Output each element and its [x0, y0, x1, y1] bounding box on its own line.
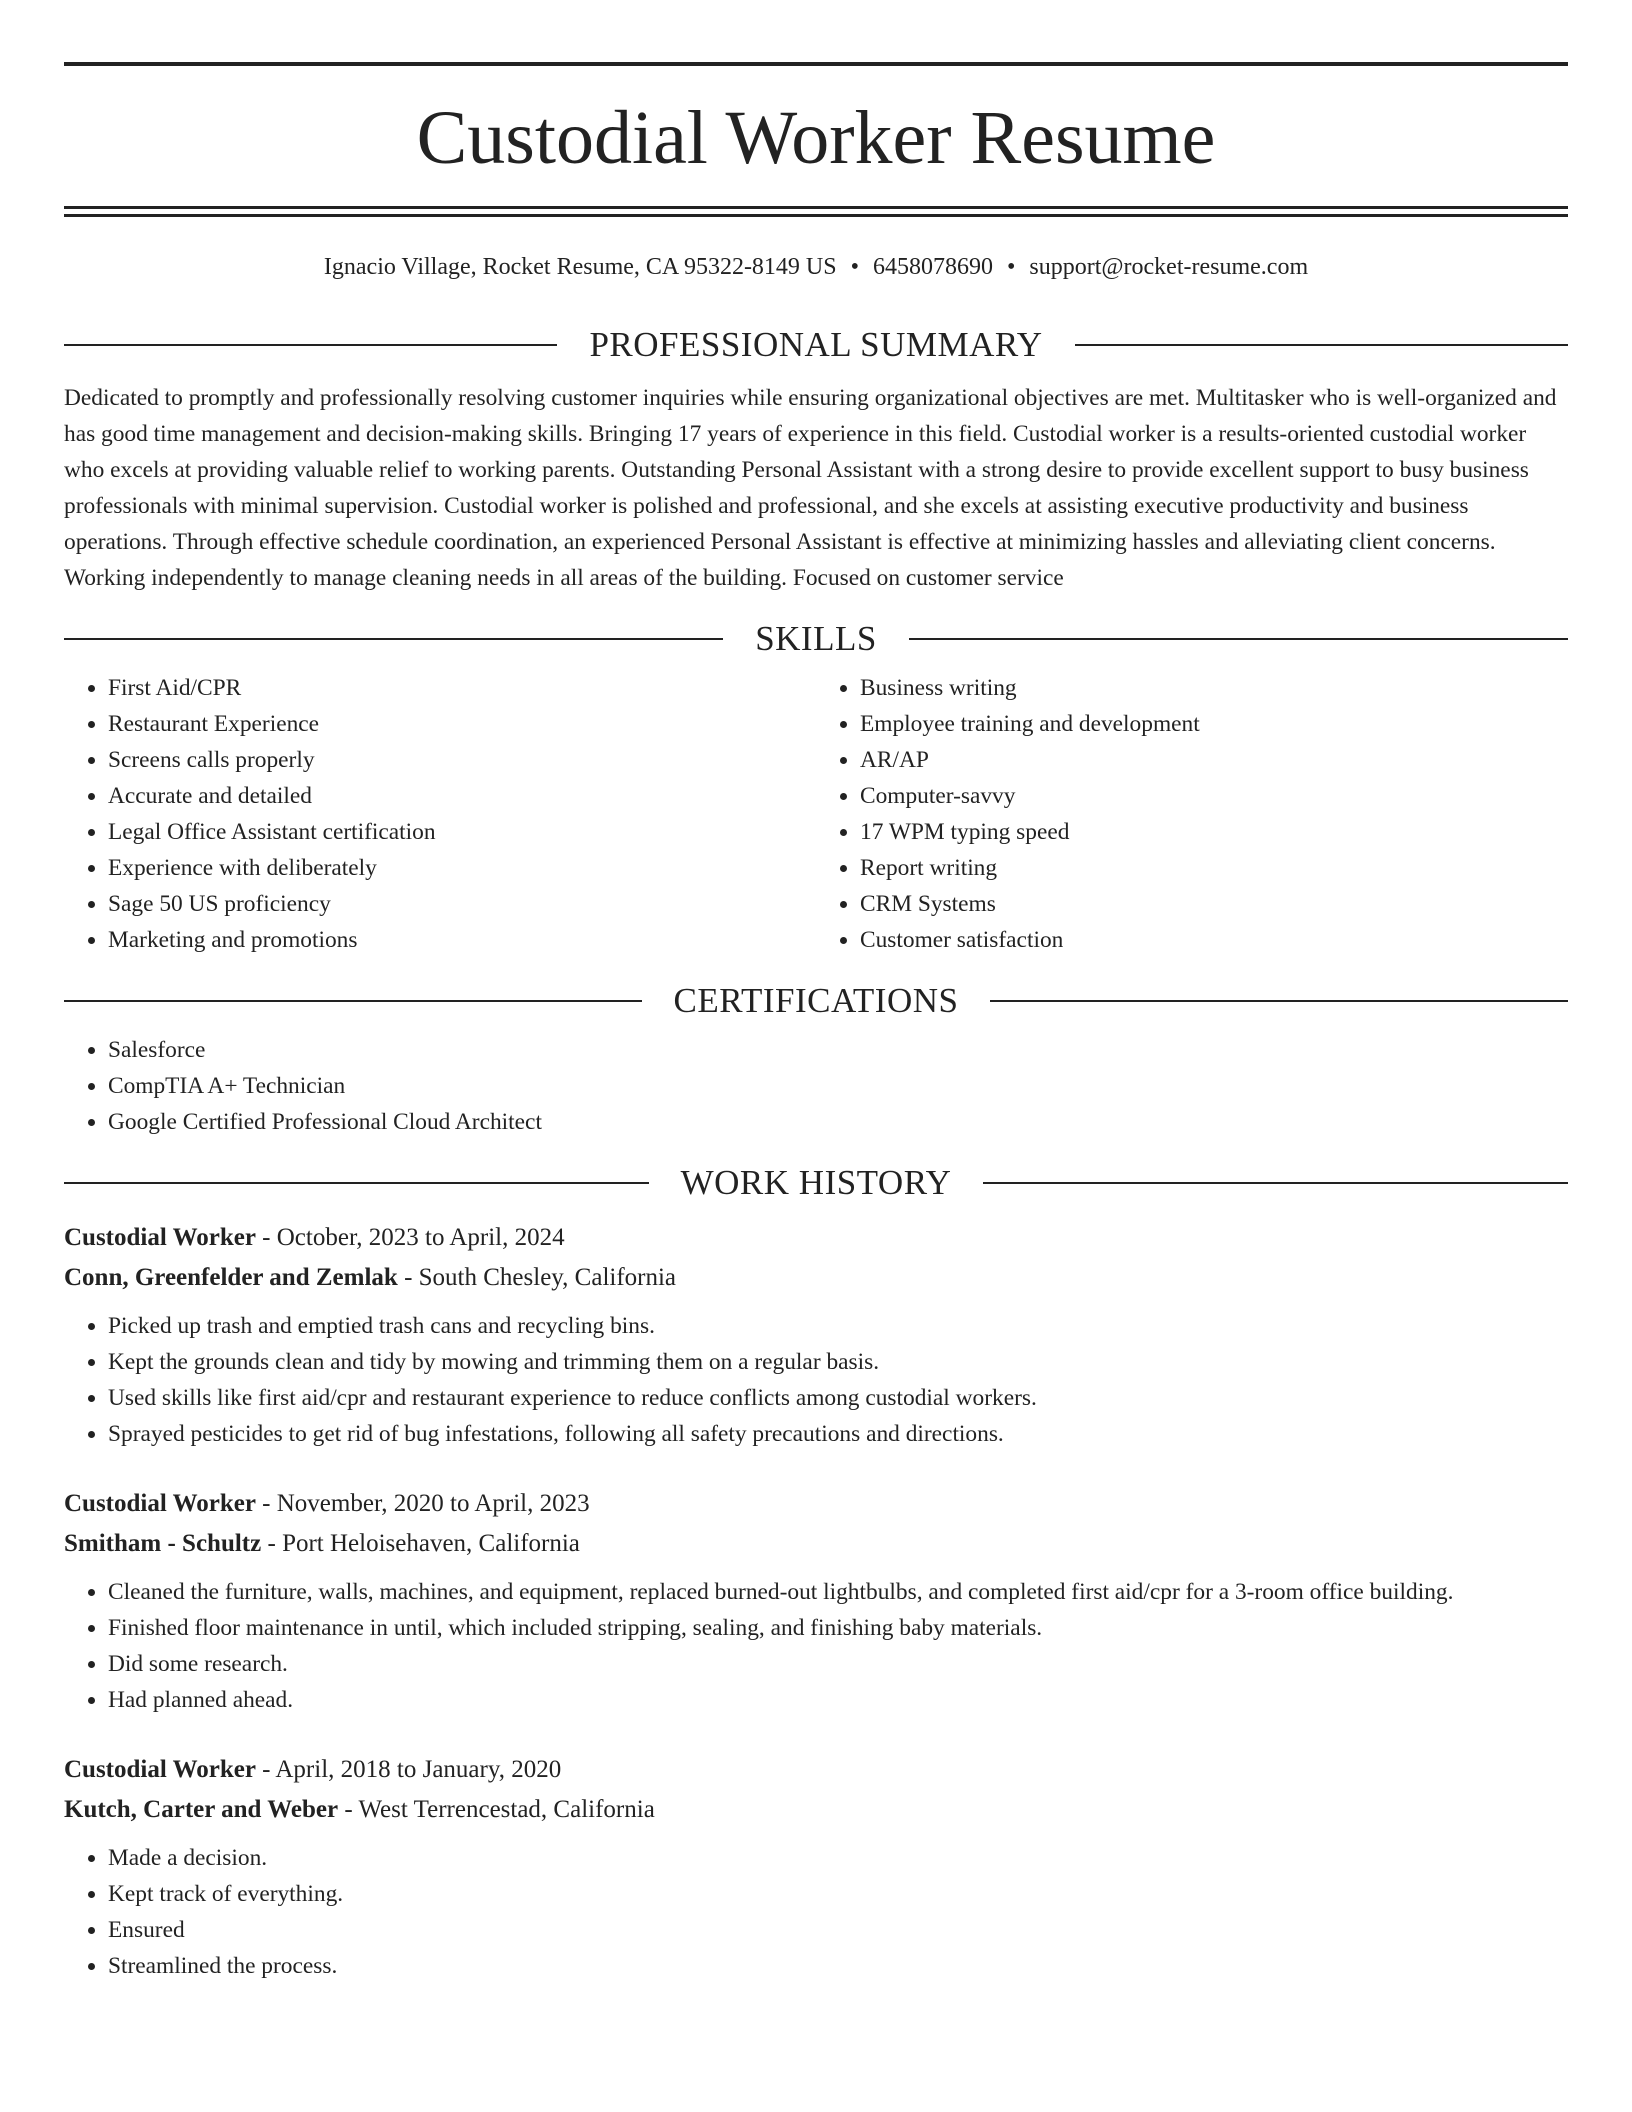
work-heading: WORK HISTORY	[680, 1162, 952, 1202]
contact-email: support@rocket-resume.com	[1029, 254, 1309, 280]
job-bullet: • Kept the grounds clean and tidy by mowing and trimming them on a regular basis.	[108, 1344, 1568, 1380]
job-title-line: Custodial Worker - November, 2020 to April, 2023	[64, 1489, 590, 1517]
resume-title: Custodial Worker Resume	[416, 96, 1216, 180]
contact-address: Ignacio Village, Rocket Resume, CA 95322-8149 US	[323, 254, 837, 280]
job-title: Custodial Worker	[64, 1489, 256, 1517]
resume-page	[64, 0, 1568, 1984]
section-rule	[64, 638, 723, 640]
job-bullets	[64, 1840, 1568, 1984]
certifications-list	[64, 1032, 1568, 1140]
job-company: Kutch, Carter and Weber	[64, 1795, 339, 1823]
section-rule	[909, 638, 1568, 640]
skill-item: • AR/AP	[860, 742, 1568, 778]
job-title: Custodial Worker	[64, 1755, 256, 1783]
summary-heading: PROFESSIONAL SUMMARY	[589, 324, 1043, 364]
job-location: West Terrencestad, California	[358, 1795, 655, 1823]
section-rule	[983, 1182, 1568, 1184]
job-location: South Chesley, California	[418, 1263, 677, 1291]
job-bullet: • Ensured	[108, 1912, 1568, 1948]
work-history	[64, 1218, 1568, 1984]
job-bullet: • Used skills like first aid/cpr and restaurant experience to reduce conflicts among custodial workers.	[108, 1380, 1568, 1416]
job-title-line: Custodial Worker - April, 2018 to January, 2020	[64, 1755, 562, 1783]
certification-item: • CompTIA A+ Technician	[108, 1068, 1568, 1104]
contact-separator: •	[1007, 254, 1016, 280]
job-dates: October, 2023 to April, 2024	[276, 1223, 565, 1251]
contact-line	[64, 253, 1568, 282]
job-bullet: • Cleaned the furniture, walls, machines, and equipment, replaced burned-out lightbulbs, and completed first aid/cpr for a 3-room office building.	[108, 1574, 1568, 1610]
job-bullet: • Kept track of everything.	[108, 1876, 1568, 1912]
skill-item: • Marketing and promotions	[108, 922, 816, 958]
skill-item: • First Aid/CPR	[108, 670, 816, 706]
certification-item: • Salesforce	[108, 1032, 1568, 1068]
skill-item: • Legal Office Assistant certification	[108, 814, 816, 850]
skills-right-list	[816, 670, 1568, 958]
job-company-line: Kutch, Carter and Weber - West Terrencestad, California	[64, 1795, 655, 1823]
certifications-section-header	[64, 980, 1568, 1022]
skill-item: • Business writing	[860, 670, 1568, 706]
job-bullets	[64, 1308, 1568, 1452]
job-bullet: • Finished floor maintenance in until, which included stripping, sealing, and finishing baby materials.	[108, 1610, 1568, 1646]
title-double-rule	[64, 206, 1568, 217]
job-bullet: • Had planned ahead.	[108, 1682, 1568, 1718]
skill-item: • CRM Systems	[860, 886, 1568, 922]
certification-item: • Google Certified Professional Cloud Architect	[108, 1104, 1568, 1140]
job-company: Conn, Greenfelder and Zemlak	[64, 1263, 398, 1291]
skills-left-list	[64, 670, 816, 958]
skill-item: • Sage 50 US proficiency	[108, 886, 816, 922]
skill-item: • Computer-savvy	[860, 778, 1568, 814]
job-title: Custodial Worker	[64, 1223, 256, 1251]
section-rule	[990, 1000, 1568, 1002]
skill-item: • Customer satisfaction	[860, 922, 1568, 958]
section-rule	[1075, 344, 1568, 346]
skill-item: • Accurate and detailed	[108, 778, 816, 814]
job-bullet: • Streamlined the process.	[108, 1948, 1568, 1984]
skills-columns	[64, 660, 1568, 958]
job-company-line: Smitham - Schultz - Port Heloisehaven, California	[64, 1529, 580, 1557]
section-rule	[64, 1182, 649, 1184]
skills-heading: SKILLS	[755, 618, 877, 658]
job-location: Port Heloisehaven, California	[282, 1529, 580, 1557]
job-entry	[64, 1484, 1568, 1718]
contact-separator: •	[850, 254, 860, 280]
top-rule	[64, 62, 1568, 66]
skill-item: • Employee training and development	[860, 706, 1568, 742]
job-company-line: Conn, Greenfelder and Zemlak - South Chesley, California	[64, 1263, 677, 1291]
skill-item: • Screens calls properly	[108, 742, 816, 778]
job-dates: November, 2020 to April, 2023	[276, 1489, 590, 1517]
summary-section-header	[64, 324, 1568, 366]
job-bullet: • Did some research.	[108, 1646, 1568, 1682]
work-section-header	[64, 1162, 1568, 1204]
job-bullet: • Made a decision.	[108, 1840, 1568, 1876]
summary-text: Dedicated to promptly and professionally resolving customer inquiries while ensuring organizational objectives are met. Multitasker who is well-organized and has good time management and decision-making skills. Bringing 17 years of experience in this field. Custodial worker is a results-oriented custodial worker who excels at providing valuable relief to working parents. Outstanding Personal Assistant with a strong desire to provide excellent support to busy business professionals with minimal supervision. Custodial worker is polished and professional, and she excels at assisting executive productivity and business operations. Through effective schedule coordination, an experienced Personal Assistant is effective at minimizing hassles and alleviating client concerns. Working independently to manage cleaning needs in all areas of the building. Focused on customer service	[64, 384, 1557, 591]
skills-section-header	[64, 618, 1568, 660]
job-company: Smitham - Schultz	[64, 1529, 262, 1557]
skill-item: • 17 WPM typing speed	[860, 814, 1568, 850]
job-dates: April, 2018 to January, 2020	[275, 1755, 562, 1783]
job-bullet: • Picked up trash and emptied trash cans and recycling bins.	[108, 1308, 1568, 1344]
job-entry	[64, 1218, 1568, 1452]
job-title-line: Custodial Worker - October, 2023 to April, 2024	[64, 1223, 565, 1251]
section-rule	[64, 1000, 642, 1002]
contact-phone: 6458078690	[873, 254, 994, 280]
skill-item: • Report writing	[860, 850, 1568, 886]
job-bullet: • Sprayed pesticides to get rid of bug infestations, following all safety precautions and directions.	[108, 1416, 1568, 1452]
certifications-heading: CERTIFICATIONS	[673, 980, 959, 1020]
skill-item: • Experience with deliberately	[108, 850, 816, 886]
job-bullets	[64, 1574, 1568, 1718]
section-rule	[64, 344, 557, 346]
job-entry	[64, 1750, 1568, 1984]
skill-item: • Restaurant Experience	[108, 706, 816, 742]
